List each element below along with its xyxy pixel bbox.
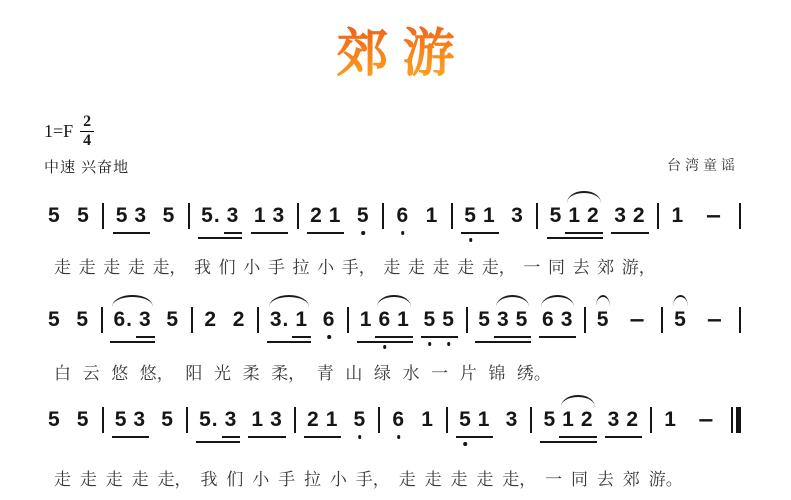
lyrics-line-1 [0, 257, 791, 279]
lyric-syllable: 走， [502, 470, 537, 489]
note: 5 [76, 408, 90, 431]
note: 5 [478, 308, 491, 331]
lyric-syllable: 走 [105, 470, 123, 489]
low-octave-dot [358, 435, 362, 439]
note: 6 [319, 307, 340, 333]
lyric-syllable: 绿 [373, 364, 391, 383]
lyric-syllable: 走 [54, 470, 71, 489]
beam-group [475, 307, 531, 343]
note: 5 [461, 203, 480, 229]
beam-group [113, 203, 150, 234]
lyric-syllable: 手， [341, 258, 376, 277]
beam-group [222, 407, 241, 438]
note: 1 [477, 408, 491, 431]
note: 3. [269, 308, 290, 331]
note: 2 [307, 408, 320, 431]
low-octave-dot [383, 345, 387, 349]
barline [536, 203, 538, 229]
lyric-syllable: 小 [243, 258, 261, 277]
barline [297, 203, 299, 229]
beam-group [136, 307, 155, 338]
lyric-syllable: 悠 [111, 364, 129, 383]
lyric-syllable: 走， [152, 258, 187, 277]
lyric-syllable: 绣。 [516, 364, 551, 383]
barline [102, 203, 104, 229]
note: 2 [232, 308, 246, 331]
note: 1 [397, 308, 410, 331]
note: 5 [439, 307, 458, 333]
note: 2 [632, 204, 646, 227]
key-tempo-block [44, 114, 129, 177]
lyric-syllable: 走 [127, 258, 145, 277]
note: 3 [607, 408, 621, 431]
barline [650, 407, 652, 433]
lyric-syllable: 们 [218, 258, 236, 277]
lyric-syllable: 白 [54, 364, 71, 383]
slur-group [565, 203, 602, 234]
note: 3 [134, 204, 148, 227]
barline [451, 203, 453, 229]
low-octave-dot [327, 335, 331, 339]
note: 2 [310, 204, 323, 227]
score-header [0, 114, 791, 177]
lyric-syllable: 们 [226, 470, 244, 489]
note: 5 [77, 204, 90, 227]
lyric-syllable: 悠， [139, 364, 174, 383]
note: 1 [295, 308, 309, 331]
duration-dash: − [697, 408, 715, 432]
barline [661, 307, 663, 333]
beam-group [611, 203, 648, 234]
barline [101, 307, 103, 333]
slur-group [267, 307, 311, 343]
note: 5 [115, 204, 129, 227]
note: 5 [114, 408, 128, 431]
song-title: 郊游 [0, 24, 791, 84]
note: 5. [201, 204, 221, 227]
meter-numerator: 2 [80, 114, 94, 132]
lyric-syllable: 拉 [304, 470, 322, 489]
lyric-syllable: 小 [252, 470, 270, 489]
note: 5 [674, 308, 687, 331]
note: 1 [568, 204, 582, 227]
duration-dash: − [704, 204, 723, 228]
note: 1 [253, 204, 267, 227]
music-line-2 [0, 307, 791, 343]
lyric-syllable: 走 [103, 258, 121, 277]
note: 5 [48, 308, 61, 331]
note: 1 [425, 204, 439, 227]
low-octave-dot [397, 435, 401, 439]
note: 3 [138, 308, 152, 331]
barline [188, 203, 190, 229]
low-octave-dot [428, 342, 432, 346]
note: 3 [272, 204, 286, 227]
lyric-syllable: 阳 [185, 364, 203, 383]
key-prefix: 1=F [44, 121, 74, 141]
lyric-syllable: 郊 [622, 470, 640, 489]
barline [382, 203, 384, 229]
slur-group [110, 307, 154, 343]
slur-group [671, 307, 690, 333]
lyric-syllable: 走 [54, 258, 71, 277]
note: 1 [325, 408, 339, 431]
lyric-syllable: 一 [431, 364, 449, 383]
beam-group [357, 307, 413, 343]
note: 5 [456, 407, 475, 433]
note: 1 [359, 308, 373, 331]
lyric-syllable: 一 [545, 470, 563, 489]
lyric-syllable: 我 [194, 258, 212, 277]
note: 3 [133, 408, 147, 431]
slur-group [375, 307, 412, 338]
lyric-syllable: 柔 [242, 364, 260, 383]
duration-dash: − [628, 308, 646, 332]
note: 6 [542, 308, 555, 331]
note: 5 [349, 407, 370, 433]
barline [378, 407, 380, 433]
note: 1 [482, 204, 496, 227]
slur-group [494, 307, 531, 338]
lyric-syllable: 手 [267, 258, 285, 277]
barline [584, 307, 586, 333]
low-octave-dot [469, 238, 473, 242]
duration-dash: − [705, 308, 724, 332]
lyric-syllable: 走 [424, 470, 442, 489]
note: 3 [496, 308, 510, 331]
beam-group [540, 407, 596, 443]
lyric-syllable: 手， [355, 470, 390, 489]
note: 5 [543, 408, 557, 431]
beam-group [547, 203, 603, 239]
note: 5 [515, 308, 529, 331]
low-octave-dot [447, 342, 451, 346]
note: 2 [204, 308, 218, 331]
music-line-1 [0, 203, 791, 239]
note: 5 [549, 204, 563, 227]
lyric-syllable: 手 [278, 470, 296, 489]
lyric-syllable: 走 [407, 258, 425, 277]
music-line-3 [0, 407, 791, 443]
lyric-syllable: 我 [200, 470, 218, 489]
note: 6. [113, 308, 133, 331]
note: 3 [224, 408, 238, 431]
barline [739, 307, 741, 333]
credit-text: 台湾童谣 [667, 159, 739, 174]
lyric-syllable: 郊 [597, 258, 615, 277]
note: 5. [199, 408, 219, 431]
lyric-syllable: 同 [571, 470, 589, 489]
final-barline [731, 407, 741, 433]
note: 2 [580, 408, 594, 431]
note: 2 [587, 204, 600, 227]
lyric-syllable: 一 [523, 258, 541, 277]
lyric-syllable: 去 [596, 470, 614, 489]
final-bar-thick [736, 407, 741, 433]
meter-denominator: 4 [83, 132, 92, 149]
tempo-marking: 中速 兴奋地 [44, 159, 130, 176]
barline [257, 307, 259, 333]
barline [347, 307, 349, 333]
note: 6 [393, 203, 414, 229]
low-octave-dot [361, 231, 365, 235]
note: 3 [511, 204, 524, 227]
note: 5 [161, 408, 174, 431]
note: 1 [562, 408, 575, 431]
beam-group [304, 407, 341, 438]
note: 2 [626, 408, 640, 431]
lyric-syllable: 小 [317, 258, 335, 277]
lyric-syllable: 山 [345, 364, 363, 383]
lyric-syllable: 锦 [488, 364, 506, 383]
beam-group [224, 203, 243, 234]
slur-group [539, 307, 576, 338]
note: 1 [328, 204, 342, 227]
lyric-syllable: 片 [459, 364, 477, 383]
note: 5 [48, 204, 61, 227]
note: 5 [166, 308, 180, 331]
lyrics-line-2 [0, 363, 791, 385]
beam-group [112, 407, 149, 438]
lyric-syllable: 云 [82, 364, 100, 383]
beam-group [421, 307, 458, 338]
lyric-syllable: 柔， [271, 364, 306, 383]
note: 5 [162, 204, 176, 227]
barline [186, 407, 188, 433]
note: 6 [375, 307, 394, 333]
time-signature [80, 114, 94, 149]
low-octave-dot [464, 442, 468, 446]
lyric-syllable: 走， [157, 470, 192, 489]
note: 5 [76, 308, 90, 331]
lyric-syllable: 光 [213, 364, 231, 383]
beam-group [461, 203, 498, 234]
lyrics-line-3 [0, 469, 791, 491]
lyric-syllable: 走 [131, 470, 149, 489]
lyric-syllable: 走 [383, 258, 401, 277]
note: 1 [421, 408, 434, 431]
lyric-syllable: 走 [398, 470, 416, 489]
lyric-syllable: 走 [79, 470, 97, 489]
lyric-syllable: 同 [547, 258, 565, 277]
note: 1 [671, 204, 685, 227]
note: 3 [505, 408, 519, 431]
beam-group [456, 407, 493, 438]
note: 5 [353, 203, 374, 229]
lyric-syllable: 游， [621, 258, 656, 277]
key-signature [44, 114, 129, 149]
note: 1 [664, 408, 677, 431]
note: 3 [270, 408, 283, 431]
note: 3 [560, 308, 574, 331]
beam-group [196, 407, 240, 443]
barline [466, 307, 468, 333]
note: 3 [614, 204, 627, 227]
beam-group [198, 203, 242, 239]
lyric-syllable: 水 [402, 364, 420, 383]
barline [191, 307, 193, 333]
lyric-syllable: 青 [316, 364, 334, 383]
low-octave-dot [401, 231, 405, 235]
lyric-syllable: 走 [78, 258, 96, 277]
lyric-syllable: 拉 [292, 258, 310, 277]
lyric-syllable: 游。 [648, 470, 683, 489]
beam-group [307, 203, 344, 234]
slur-group [594, 307, 613, 333]
barline [739, 203, 741, 229]
lyric-syllable: 走， [481, 258, 516, 277]
lyric-syllable: 小 [329, 470, 347, 489]
beam-group [248, 407, 285, 438]
note: 1 [251, 408, 265, 431]
barline [294, 407, 296, 433]
note: 3 [226, 204, 240, 227]
note: 5 [596, 308, 610, 331]
barline [102, 407, 104, 433]
note: 5 [48, 408, 61, 431]
beam-group [251, 203, 288, 234]
beam-group [605, 407, 642, 438]
note: 6 [388, 407, 409, 433]
barline [657, 203, 659, 229]
lyric-syllable: 走 [450, 470, 468, 489]
lyric-syllable: 去 [572, 258, 590, 277]
lyric-syllable: 走 [432, 258, 450, 277]
final-bar-thin [731, 407, 733, 433]
note: 5 [421, 307, 440, 333]
lyric-syllable: 走 [457, 258, 475, 277]
barline [530, 407, 532, 433]
barline [446, 407, 448, 433]
lyric-syllable: 走 [476, 470, 494, 489]
beam-group [292, 307, 311, 338]
slur-group [559, 407, 596, 438]
